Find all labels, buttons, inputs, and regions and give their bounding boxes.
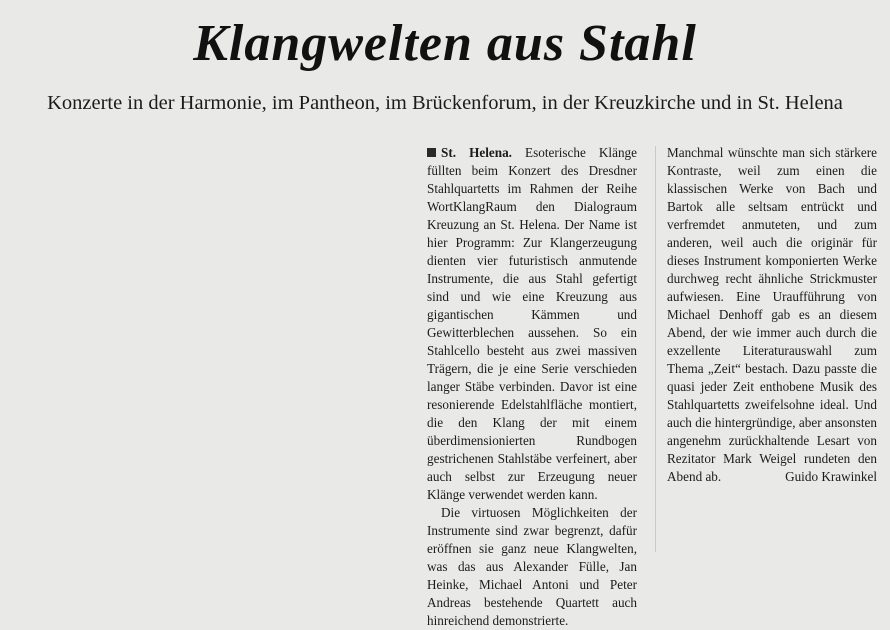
article-dateline: St. Helena. — [441, 145, 512, 160]
article-paragraph-3-text: Manchmal wünschte man sich stärkere Kontraste, weil zum einen die klassischen Werke von Bach und Bartok alle seltsam entrückt und verfremdet anmuteten, und zum anderen, weil auch die originär für dieses Instrument komponierten Werke durchweg recht ähnliche Strickmuster aufwiesen. Eine Uraufführung von Michael Denhoff gab es an diesem Abend, der wie immer auch durch die exzellente Literaturauswahl zum Thema „Zeit“ bestach. Dazu passte die quasi jeder Zeit enthobene Musik des Stahlquartetts zweifelsohne ideal. Und auch die hintergründige, aber ansonsten angenehm zurückhaltende Lesart von Rezitator Mark Weigel rundeten den Abend ab. — [667, 145, 877, 484]
article-column-2 — [667, 144, 877, 486]
article-column-1 — [427, 144, 637, 630]
column-divider — [655, 146, 656, 552]
article-paragraph-3 — [667, 144, 877, 486]
article-paragraph-1-text: Esoterische Klänge füllten beim Konzert des Dresdner Stahlquartetts im Rahmen der Reihe WortKlangRaum den Dialograum Kreuzung an St. Helena. Der Name ist hier Programm: Zur Klangerzeugung dienten vier futuristisch anmutende Instrumente, die aus Stahl gefertigt sind und wie eine Kreuzung aus gigantischen Kämmen und Gewitterblechen aussehen. So ein Stahlcello besteht aus zwei massiven Trägern, die je eine Serie verschieden langer Stäbe verbinden. Davor ist eine resonierende Edelstahlfläche montiert, die den Klang der mit einem überdimensionierten Rundbogen gestrichenen Stahlstäbe verfeinert, aber auch selbst zur Erzeugung neuer Klänge verwendet werden kann. — [427, 145, 637, 502]
article-subheadline: Konzerte in der Harmonie, im Pantheon, im Brückenforum, in der Kreuzkirche und in St. Helena — [47, 92, 843, 114]
article-headline: Klangwelten aus Stahl — [193, 15, 697, 72]
article-author: Guido Krawinkel — [785, 469, 877, 484]
section-marker-icon — [427, 148, 436, 157]
article-paragraph-2: Die virtuosen Möglichkeiten der Instrumente sind zwar begrenzt, dafür eröffnen sie ganz neue Klangwelten, was das aus Alexander Fülle, Jan Heinke, Michael Antoni und Peter Andreas bestehende Quartett auch hinreichend demonstrierte. — [427, 505, 637, 628]
article-paragraph-1 — [427, 144, 637, 504]
